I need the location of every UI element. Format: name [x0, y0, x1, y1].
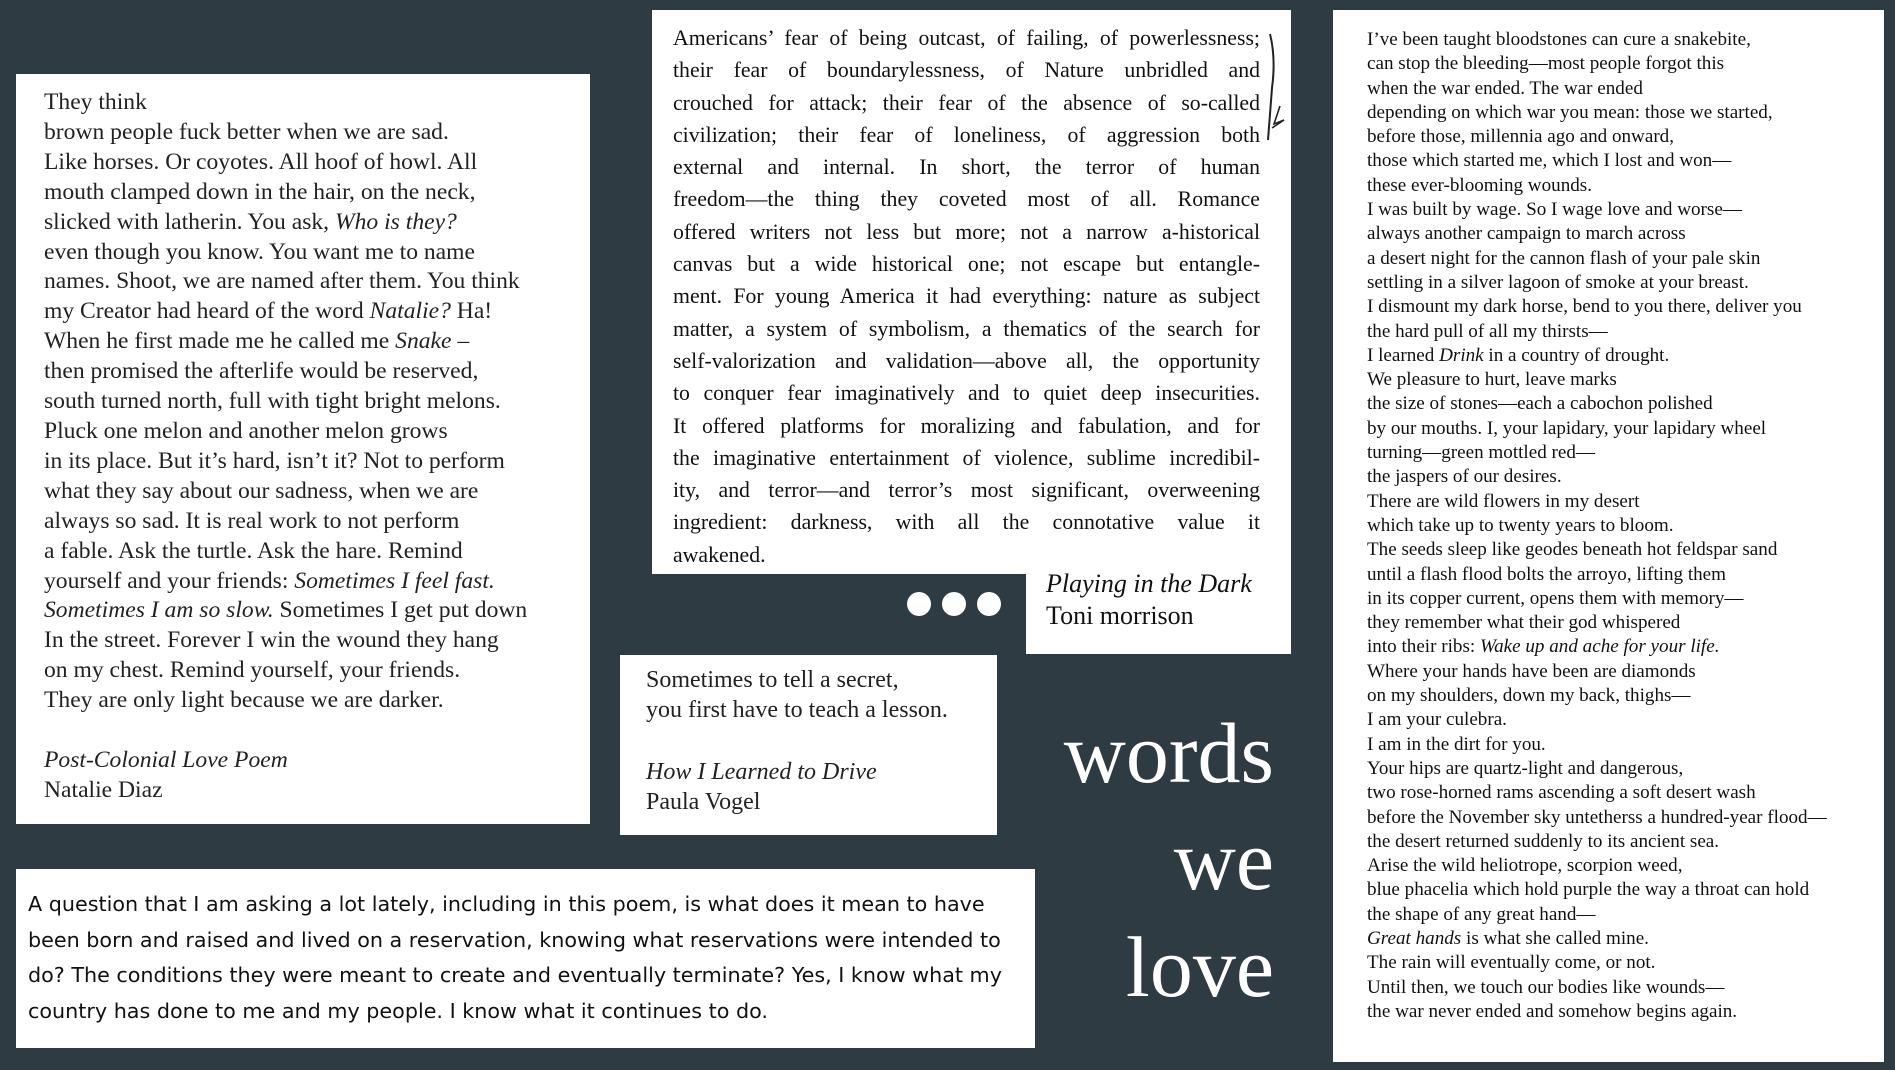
text-run: Sometimes I get put down [273, 597, 528, 624]
excerpt-line: ment. For young America it had everything: nature as subject [673, 284, 1260, 309]
poem-line: the shape of any great hand— [1367, 903, 1596, 925]
poem-line: The seeds sleep like geodes beneath hot feldspar sand [1367, 539, 1778, 561]
poem-line: settling in a silver lagoon of smoke at your breast. [1367, 271, 1749, 293]
poem-line: There are wild flowers in my desert [1367, 490, 1640, 512]
poem-line: I’ve been taught bloodstones can cure a snakebite, [1367, 29, 1751, 50]
ellipsis-dot [977, 592, 1001, 616]
excerpt-line: the imaginative entertainment of violence, sublime incredibil- [673, 445, 1260, 470]
poem-line: the size of stones—each a cabochon polished [1367, 393, 1713, 415]
poem-line: before the November sky untetherss a hundred-year flood— [1367, 806, 1827, 828]
diaz-poem-card [16, 74, 590, 824]
poem-line: which take up to twenty years to bloom. [1367, 514, 1674, 536]
poem-line: I was built by wage. So I wage love and worse— [1367, 199, 1742, 221]
poem-line: on my chest. Remind yourself, your friends. [44, 657, 461, 684]
poem-line [44, 567, 590, 597]
text-run-italic: Wake up and ache for your life. [1479, 636, 1720, 658]
morrison-excerpt-card [652, 10, 1291, 574]
poem-line: names. Shoot, we are named after them. You think [44, 268, 520, 295]
poem-line: They think [44, 89, 147, 115]
poem-line: on my shoulders, down my back, thighs— [1367, 685, 1691, 707]
poem-line: Pluck one melon and another melon grows [44, 417, 448, 444]
text-run-italic: Great hands [1367, 927, 1462, 949]
excerpt-line: offered writers not less but more; not a narrow a-historical [673, 219, 1260, 244]
poem-line: Your hips are quartz-light and dangerous, [1367, 757, 1684, 779]
excerpt-line: freedom—the thing they coveted most of all. Romance [673, 187, 1260, 212]
poem-line: I dismount my dark horse, bend to you there, deliver you [1367, 296, 1802, 318]
excerpt-line: civilization; their fear of loneliness, of aggression both [673, 122, 1260, 147]
title-word: we [1173, 812, 1274, 908]
reservation-quote-card [16, 869, 1035, 1048]
text-run: my Creator had heard of the word [44, 298, 370, 325]
poem-line: the jaspers of our desires. [1367, 466, 1562, 488]
poem-line: They are only light because we are darker. [44, 687, 444, 714]
citation-title: Playing in the Dark [1046, 569, 1252, 598]
excerpt-line: ingredient: darkness, with all the connotative value it [673, 510, 1260, 535]
poem-line: Like horses. Or coyotes. All hoof of howl. All [44, 148, 478, 175]
poem-line: those which started me, which I lost and won— [1367, 150, 1732, 172]
text-run-italic: Drink [1439, 344, 1484, 366]
poem-line: two rose-horned rams ascending a soft desert wash [1367, 782, 1756, 804]
text-run-italic: Who is they? [334, 208, 457, 235]
poem-line: south turned north, full with tight bright melons. [44, 388, 501, 415]
quote-line: Sometimes to tell a secret, [646, 667, 899, 693]
poem-line [44, 208, 590, 238]
poem-line: the war never ended and somehow begins again. [1367, 1000, 1738, 1022]
poem-line: turning—green mottled red— [1367, 442, 1596, 464]
quote-line: been born and raised and lived on a reservation, knowing what reservations were intended to [28, 927, 1001, 952]
excerpt-line: their fear of boundarylessness, of Nature unbridled and [673, 58, 1260, 83]
poem-line: always so sad. It is real work to not perform [44, 507, 460, 534]
poem-line: before those, millennia ago and onward, [1367, 126, 1674, 148]
text-run-italic: Natalie? [369, 298, 451, 325]
poem-line: a fable. Ask the turtle. Ask the hare. Remind [44, 537, 463, 564]
poem-line: until a flash flood bolts the arroyo, lifting them [1367, 563, 1727, 585]
excerpt-line: Americans’ fear of being outcast, of failing, of powerlessness; [673, 26, 1260, 50]
morrison-citation [1026, 566, 1291, 654]
citation-author: Toni morrison [1046, 601, 1194, 630]
poem-line: can stop the bleeding—most people forgot this [1367, 53, 1725, 75]
excerpt-line: crouched for attack; their fear of the absence of so-called [673, 90, 1260, 115]
margin-annotation-mark [1250, 28, 1286, 148]
text-run: is what she called mine. [1461, 927, 1649, 949]
citation-author: Natalie Diaz [44, 776, 163, 803]
poem-line [44, 297, 590, 327]
vogel-quote-card [620, 655, 997, 835]
poem-line: always another campaign to march across [1367, 223, 1686, 245]
text-run: Ha! [450, 298, 493, 325]
text-run: yourself and your friends: [44, 567, 295, 594]
text-run: I learned [1367, 344, 1440, 366]
text-run: in a country of drought. [1483, 344, 1670, 366]
quote-line: country has done to me and my people. I know what it continues to do. [28, 999, 768, 1024]
text-run: When he first made me he called me [44, 328, 396, 355]
quote-line: do? The conditions they were meant to create and eventually terminate? Yes, I know what my [28, 963, 1002, 988]
title-word: love [1125, 919, 1274, 1015]
poem-line [44, 327, 590, 357]
poem-line: even though you know. You want me to name [44, 238, 475, 265]
poem-line [1367, 927, 1884, 951]
poem-line [1367, 344, 1884, 368]
page-title [1064, 700, 1274, 1021]
poem-line [44, 596, 590, 626]
citation-title: Post-Colonial Love Poem [44, 747, 288, 774]
citation-title: How I Learned to Drive [646, 759, 877, 785]
poem-line: a desert night for the cannon flash of your pale skin [1367, 247, 1761, 269]
poem-line: blue phacelia which hold purple the way a throat can hold [1367, 879, 1810, 901]
poem-line: brown people fuck better when we are sad. [44, 118, 449, 145]
poem-line: these ever-blooming wounds. [1367, 174, 1592, 196]
poem-line: the desert returned suddenly to its ancient sea. [1367, 830, 1720, 852]
excerpt-line: canvas but a wide historical one; not escape but entangle- [673, 252, 1260, 277]
poem-line: the hard pull of all my thirsts— [1367, 320, 1608, 342]
quote-line: A question that I am asking a lot lately, including in this poem, is what does it mean to have [28, 892, 985, 916]
poem-line [1367, 635, 1884, 659]
text-run: slicked with latherin. You ask, [44, 208, 335, 235]
text-run: – [451, 328, 470, 355]
citation-author: Paula Vogel [646, 789, 761, 815]
excerpt-line: matter, a system of symbolism, a thematics of the search for [673, 316, 1260, 341]
poem-line: In the street. Forever I win the wound they hang [44, 627, 499, 654]
quote-line: you first have to teach a lesson. [646, 697, 948, 723]
poem-line: The rain will eventually come, or not. [1367, 952, 1656, 974]
ellipsis-dot [907, 592, 931, 616]
text-run-italic: Snake [395, 328, 452, 355]
poem-line: in its place. But it’s hard, isn’t it? Not to perform [44, 447, 505, 474]
poem-line: when the war ended. The war ended [1367, 77, 1643, 99]
poem-line: We pleasure to hurt, leave marks [1367, 369, 1617, 391]
poem-line: what they say about our sadness, when we are [44, 477, 479, 504]
poem-line: I am your culebra. [1367, 709, 1507, 731]
poem-line: Where your hands have been are diamonds [1367, 660, 1696, 682]
text-run-italic: Sometimes I am so slow. [44, 597, 274, 624]
poem-line: depending on which war you mean: those we started, [1367, 101, 1773, 123]
text-run: into their ribs: [1367, 636, 1480, 658]
poem-line: mouth clamped down in the hair, on the neck, [44, 178, 476, 205]
ellipsis-dot [942, 592, 966, 616]
bloodstone-poem-card [1333, 10, 1884, 1062]
poem-line: then promised the afterlife would be reserved, [44, 358, 479, 385]
text-run-italic: Sometimes I feel fast. [294, 567, 495, 594]
excerpt-line: It offered platforms for moralizing and fabulation, and for [673, 413, 1260, 438]
poem-line: Until then, we touch our bodies like wounds— [1367, 976, 1725, 998]
excerpt-line: external and internal. In short, the terror of human [673, 155, 1260, 180]
excerpt-line: awakened. [673, 542, 766, 567]
poem-line: they remember what their god whispered [1367, 612, 1681, 634]
poem-line: Arise the wild heliotrope, scorpion weed, [1367, 855, 1683, 877]
poem-line: I am in the dirt for you. [1367, 733, 1546, 755]
poem-line: by our mouths. I, your lapidary, your lapidary wheel [1367, 417, 1767, 439]
title-word: words [1063, 705, 1274, 801]
excerpt-line: ity, and terror—and terror’s most significant, overweening [673, 478, 1260, 503]
excerpt-line: self-valorization and validation—above all, the opportunity [673, 348, 1260, 373]
excerpt-line: to conquer fear imaginatively and to quiet deep insecurities. [673, 381, 1260, 406]
poem-line: in its copper current, opens them with memory— [1367, 587, 1744, 609]
